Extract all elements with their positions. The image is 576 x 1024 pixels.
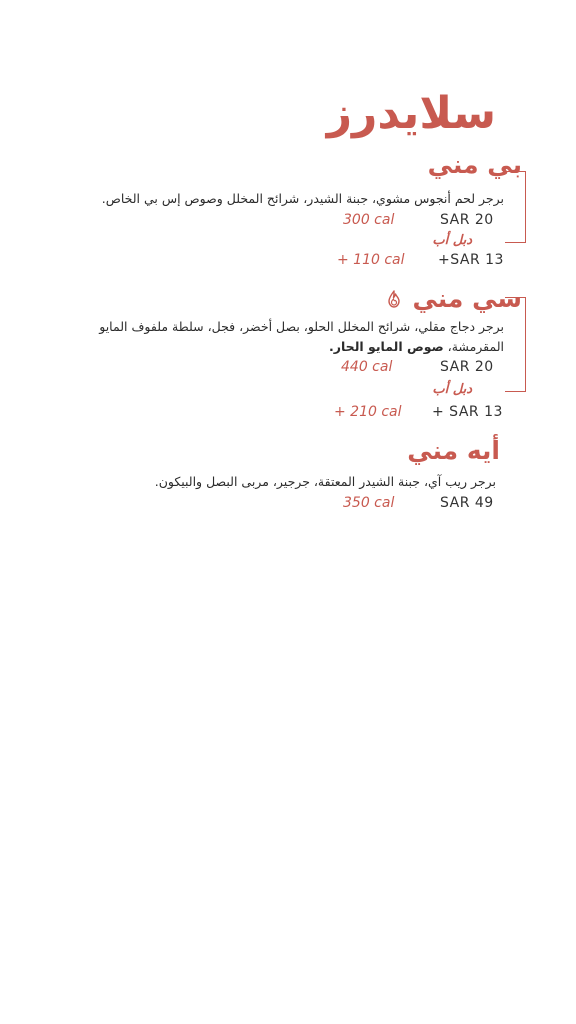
double-up-price: +SAR 13 [438,252,504,268]
item-description-line-1: برجر دجاج مقلي، شرائح المخلل الحلو، بصل أخضر، فجل، سلطة ملفوف المايو [99,319,504,334]
double-up-label: دبل أب [432,382,472,397]
item-name-bi-mini: بي مني [427,150,522,179]
item-calories: 440 cal [341,359,393,375]
item-name-aye-mini: أيه مني [407,436,500,465]
item-description: برجر لحم أنجوس مشوي، جبنة الشيدر، شرائح المخلل وصوص إس بي الخاص. [101,191,504,206]
double-up-price: + SAR 13 [432,404,503,420]
double-up-bracket [505,171,526,243]
item-calories: 350 cal [343,495,395,511]
item-name-si-mini: سي مني [412,284,522,313]
item-price: SAR 20 [440,359,494,375]
double-up-calories: + 110 cal [337,252,405,268]
item-description: برجر ريب آي، جبنة الشيدر المعتقة، جرجير، مربى البصل والبيكون. [154,474,496,489]
item-price: SAR 49 [440,495,494,511]
double-up-calories: + 210 cal [334,404,402,420]
item-description-line-2 [329,339,504,354]
description-text: المقرمشة، [443,339,504,354]
double-up-bracket [505,297,526,392]
chili-pepper-icon [386,290,402,308]
item-calories: 300 cal [343,212,395,228]
section-title: سلايدرز [326,88,496,139]
item-price: SAR 20 [440,212,494,228]
double-up-label: دبل أب [432,233,472,248]
description-highlight: صوص المايو الحار. [329,339,444,354]
